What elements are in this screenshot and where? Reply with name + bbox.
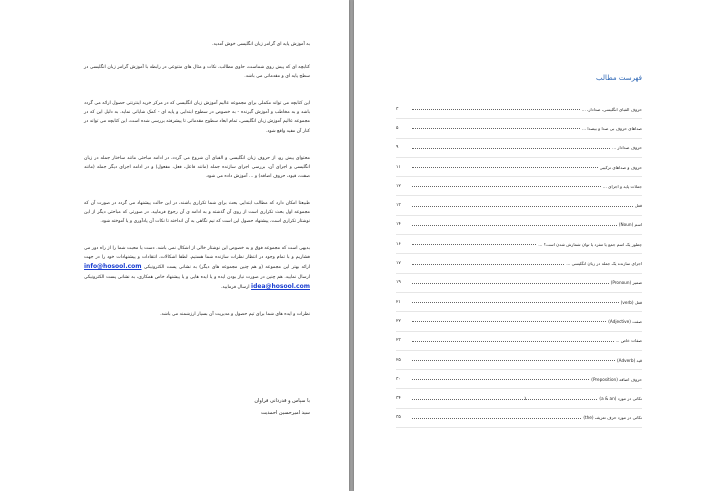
toc-item[interactable] [396, 332, 642, 351]
toc-title: فهرست مطالب [595, 74, 642, 82]
preface-paragraph-1: به آموزش پایه ای گرامر زبان انگلیسی خوش آمدید. [212, 42, 310, 47]
toc-item-page: ۲۲ [396, 318, 401, 324]
toc-item-page: ۹ [396, 145, 399, 151]
toc-item-page: ۱۴ [396, 222, 401, 228]
toc-item-leader [412, 127, 580, 129]
email1-link[interactable]: info@hosool.com [84, 263, 142, 271]
toc-item-label: نکاتی در مورد حرف تعریف (the) [583, 415, 642, 421]
toc-item-leader [412, 282, 609, 284]
toc-item-label: چطور یک اسم جمع یا مفرد یا توان شمارش شدن است؟ ... [538, 241, 642, 247]
toc-item[interactable] [396, 389, 642, 408]
toc-item[interactable] [396, 177, 642, 196]
toc-item-leader [412, 147, 610, 149]
toc-item-label: حروف و صداهای ترکیبی [599, 164, 642, 170]
toc-item-page: ۳۵ [396, 415, 401, 421]
toc-item-label: فعل (verb) [620, 299, 642, 305]
toc-item-label: نکاتی در مورد (a & an) [599, 396, 642, 402]
toc-item-label: فعل [634, 203, 642, 209]
preface-paragraph-2: کتابچه ای که پیش روی شماست، حاوی مطالب، نکات و مثال های متنوعی در رابطه با آموزش گرامر زبان انگلیسی در سطح پایه ای و مقدماتی می باشد. [84, 65, 310, 80]
toc-item-page: ۲۱ [396, 299, 401, 305]
toc-item[interactable] [396, 409, 642, 428]
toc-item-leader [412, 224, 617, 226]
preface-paragraph-4: محتوای پیش رو، از حروف زبان انگلیسی و الفبای آن شروع می گردد، در ادامه مباحثی مانند ساختار جمله در زبان انگلیسی و اجزای آن، بررسی اجزای سازنده جمله (مانند فاعل، فعل، مفعول) و در ادامه اجزای دیگر جمله (مانند صفت، قیود، حروف اضافه) و ... آموزش داده می شود. [84, 155, 310, 179]
toc-item[interactable] [396, 312, 642, 331]
toc-item-page: ۱۷ [396, 261, 401, 267]
toc-item-label: حروف الفبای انگلیسی، صدادار، ... [581, 106, 642, 112]
toc-item-page: ۱۲ [396, 183, 401, 189]
toc-item[interactable] [396, 351, 642, 370]
signature-line-2: سید امیرحسین احمدیت [261, 410, 310, 416]
toc-item[interactable] [396, 235, 642, 254]
page-number: ۱ [524, 396, 527, 402]
toc-item[interactable] [396, 139, 642, 158]
signature [84, 395, 310, 419]
preface-paragraph-5: طبیعتا امکان دارد که مطالب ابتدایی بحث برای شما تکراری باشند، در این حالت پیشنهاد می گردد در صورت آن که مجموعه اول بحث تکراری است از روی آن گذشته و به ادامه ی آن رجوع فرمایید. در صورتی که مباحثی دیگر از این نوشتار تکراری است، پیشنهاد حصول این است که نیم نگاهی به آن انداخته تا نکات آن پادآوری و یا آموخته شود. [84, 200, 310, 225]
toc-item-page: ۵ [396, 125, 399, 131]
toc-item[interactable] [396, 216, 642, 235]
toc-item-page: ۳۰ [396, 376, 401, 382]
preface-text [84, 40, 310, 337]
toc-item-page: ۲۳ [396, 338, 401, 344]
toc-item-leader [412, 301, 619, 303]
toc-item[interactable] [396, 158, 642, 177]
toc-item-label: جملات پایه و اجزای ... [602, 183, 642, 189]
toc-list [396, 100, 642, 428]
toc-item-page: ۳ [396, 106, 399, 112]
toc-item-label: ضمیر (Pronoun) [610, 280, 642, 286]
toc-item-page: ۱۶ [396, 241, 401, 247]
toc-item-label: صداهای حروف بی صدا و بیصدا ... [582, 125, 642, 131]
toc-item-leader [412, 263, 564, 265]
toc-item-leader [412, 378, 589, 380]
toc-item-label: قید (Adverb) [617, 357, 642, 363]
toc-item[interactable] [396, 100, 642, 119]
toc-item[interactable] [396, 254, 642, 273]
toc-item-leader [412, 108, 580, 110]
toc-item-leader [412, 166, 598, 168]
toc-item-label: صفات خاص ... [615, 338, 642, 344]
toc-item-leader [412, 243, 536, 245]
toc-item-label: حروف صدادار ... [612, 145, 642, 151]
preface-paragraph-6: بدیهی است که مجموعه فوق و به خصوص این نوشتار خالی از اشکال نمی باشد. دست یا محبت شما را از راه دور می فشاریم و با تمام وجود در انتظار نظرات سازنده شما هستیم. لطفا اشکالات، انتقادات و پیشنهادات خود را در جهت ارائه بهتر این مجموعه (و هم چنین مجموعه های دیگر) به نشانی پست الکترونیکی info@hosool.com ارسال نمایید. هم چنین در صورت نیاز بودن ایده و یا ایده هایی و یا پیشنهاد خاص همکاری، به نشانی پست الکترونیکی idea@hosool.com ارسال فرمایید. [84, 246, 310, 290]
toc-item-leader [412, 340, 614, 342]
email2-link[interactable]: idea@hosool.com [251, 282, 310, 290]
preface-paragraph-7: نظرات و ایده های شما برای تیم حصول و مدیریت آن بسیار ارزشمند می باشد. [160, 311, 310, 317]
toc-item-label: اجزای سازنده یک جمله در زبان انگلیسی ... [566, 261, 642, 267]
toc-item[interactable] [396, 274, 642, 293]
toc-item-page: ۱۱ [396, 164, 401, 170]
toc-item-leader [412, 417, 581, 419]
toc-item-page: ۱۹ [396, 280, 401, 286]
preface-page [0, 0, 349, 491]
toc-item[interactable] [396, 370, 642, 389]
toc-item-label: صفت (Adjective) [608, 318, 642, 324]
toc-item-leader [412, 185, 601, 187]
toc-item[interactable] [396, 196, 642, 215]
toc-item[interactable] [396, 293, 642, 312]
toc-item-page: ۲۵ [396, 357, 401, 363]
toc-item-leader [412, 205, 633, 207]
toc-item[interactable] [396, 119, 642, 138]
toc-item-label: اسم (Noun) [618, 222, 642, 228]
signature-line-1: با سپاس و قدردانی فراوان [254, 398, 310, 404]
preface-paragraph-3: این کتابچه می تواند مکملی برای مجموعه عالیم آموزش زبان انگلیسی که در مرکز خرید اینترنتی حصول ارائه می گردد باشد و به مخاطب و آموزش گیرنده - به خصوص در سطوح ابتدایی و پایه ای - کمک شایانی نماید. به دلیل این که در مجموعه عالیم آموزش زبان انگلیسی، تمام ابعاد سطوح مقدماتی تا پیشرفته بررسی شده است، این کتابچه می تواند در کنار آن مفید واقع شود. [84, 101, 310, 134]
toc-item-page: ۳۴ [396, 396, 401, 402]
toc-page [354, 0, 702, 491]
toc-item-leader [412, 359, 615, 361]
toc-item-leader [412, 398, 597, 400]
toc-item-page: ۱۳ [396, 203, 401, 209]
toc-item-label: حروف اضافه (Preposition) [591, 376, 642, 382]
toc-item-leader [412, 320, 606, 322]
